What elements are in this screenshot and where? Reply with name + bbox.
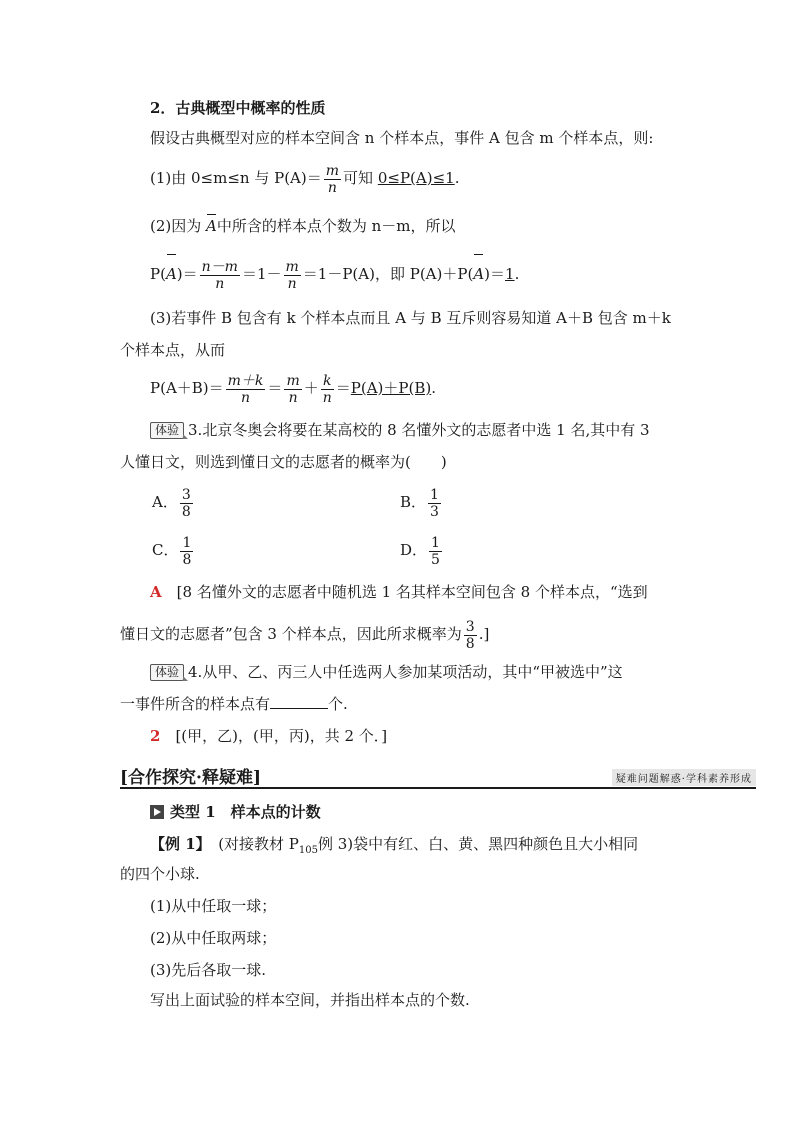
- property-1-text-b: 可知: [343, 169, 374, 187]
- exercise-4-line2: 一事件所含的样本点有 个.: [120, 695, 348, 713]
- fraction-n-minus-m: $\frac{n-m}{n}$: [201, 258, 238, 292]
- exercise-4-solution: 2 [(甲，乙)，(甲，丙)，共 2 个．]: [150, 727, 388, 745]
- play-triangle-icon: [150, 805, 164, 819]
- example-1-item-1: (1)从中任取一球；: [150, 897, 277, 915]
- example-1-task: 写出上面试验的样本空间，并指出样本点的个数.: [150, 991, 470, 1009]
- exercise-badge: 体验: [150, 422, 184, 439]
- option-b: B． $\frac{1}{3}$: [400, 486, 439, 520]
- fraction-m-over-n: $\frac{m}{n}$: [325, 162, 340, 196]
- exercise-badge: 体验: [150, 664, 184, 681]
- section-banner-tag: 疑难问题解惑·学科素养形成: [612, 769, 756, 786]
- exercise-3-line2: 人懂日文，则选到懂日文的志愿者的概率为( ): [120, 453, 447, 471]
- section-banner-title: [合作探究·释疑难]: [120, 768, 262, 788]
- property-1-answer: 0≤P(A)≤1: [377, 169, 455, 187]
- example-label: 【例 1】: [150, 835, 204, 853]
- property-2-intro: (2)因为 A中所含的样本点个数为 n－m，所以: [150, 217, 456, 235]
- section-banner: [120, 761, 756, 789]
- exercise-3-line1: 体验 3.北京冬奥会将要在某高校的 8 名懂外文的志愿者中选 1 名,其中有 3: [150, 420, 650, 440]
- property-2-formula: P(A)＝ $\frac{n-m}{n}$ ＝1－ $\frac{m}{n}$ ＝1－P(A)，即 P(A)＋P(A)＝1.: [150, 256, 519, 292]
- example-1-item-2: (2)从中任取两球；: [150, 929, 277, 947]
- complement-A: A: [206, 217, 217, 235]
- example-1-item-3: (3)先后各取一球.: [150, 961, 267, 979]
- property-3-formula: P(A＋B)＝ $\frac{m+k}{n}$ ＝ $\frac{m}{n}$ ＋ $\frac{k}{n}$ ＝P(A)＋P(B).: [150, 372, 437, 406]
- example-1-line2: 的四个小球.: [120, 865, 200, 883]
- fraction-k-over-n: $\frac{k}{n}$: [322, 372, 332, 406]
- property-3-answer: P(A)＋P(B): [350, 379, 432, 397]
- property-2-answer: 1: [505, 265, 515, 283]
- fraction-m-over-n-2: $\frac{m}{n}$: [285, 258, 299, 292]
- answer-letter: A: [150, 583, 162, 601]
- intro-text: 假设古典概型对应的样本空间含 n 个样本点，事件 A 包含 m 个样本点，则:: [150, 129, 654, 147]
- fraction-m-plus-k: $\frac{m+k}{n}$: [227, 372, 264, 406]
- exercise-4-line1: 体验 4.从甲、乙、丙三人中任选两人参加某项活动，其中“甲被选中”这: [150, 662, 623, 682]
- property-1: (1)由 0≤m≤n 与 P(A)＝ $\frac{m}{n}$ 可知 0≤P(A)≤1.: [150, 162, 460, 196]
- property-3-line2: 个样本点，从而: [120, 341, 226, 359]
- answer-blank[interactable]: [270, 694, 328, 709]
- fraction-m-over-n-3: $\frac{m}{n}$: [286, 372, 300, 406]
- answer-number: 2: [150, 727, 161, 745]
- option-a: A． $\frac{3}{8}$: [152, 486, 191, 520]
- option-c: C． $\frac{1}{8}$: [152, 534, 192, 568]
- exercise-3-solution-line1: A [8 名懂外文的志愿者中随机选 1 名其样本空间包含 8 个样本点，“选到: [150, 583, 648, 601]
- option-d: D． $\frac{1}{5}$: [400, 534, 440, 568]
- type-heading: 类型 1 样本点的计数: [150, 802, 321, 822]
- property-3-line1: (3)若事件 B 包含有 k 个样本点而且 A 与 B 互斥则容易知道 A＋B 包含 m＋k: [150, 309, 671, 327]
- exercise-3-solution-line2: 懂日文的志愿者”包含 3 个样本点，因此所求概率为 $\frac{3}{8}$ .]: [120, 618, 490, 652]
- property-1-text: (1)由 0≤m≤n 与 P(A)＝: [150, 169, 322, 187]
- example-1-line1: 【例 1】 (对接教材 $P_{105}$例 3)袋中有红、白、黄、黑四种颜色且大小相同: [150, 835, 639, 856]
- section-heading: 2．古典概型中概率的性质: [150, 99, 326, 117]
